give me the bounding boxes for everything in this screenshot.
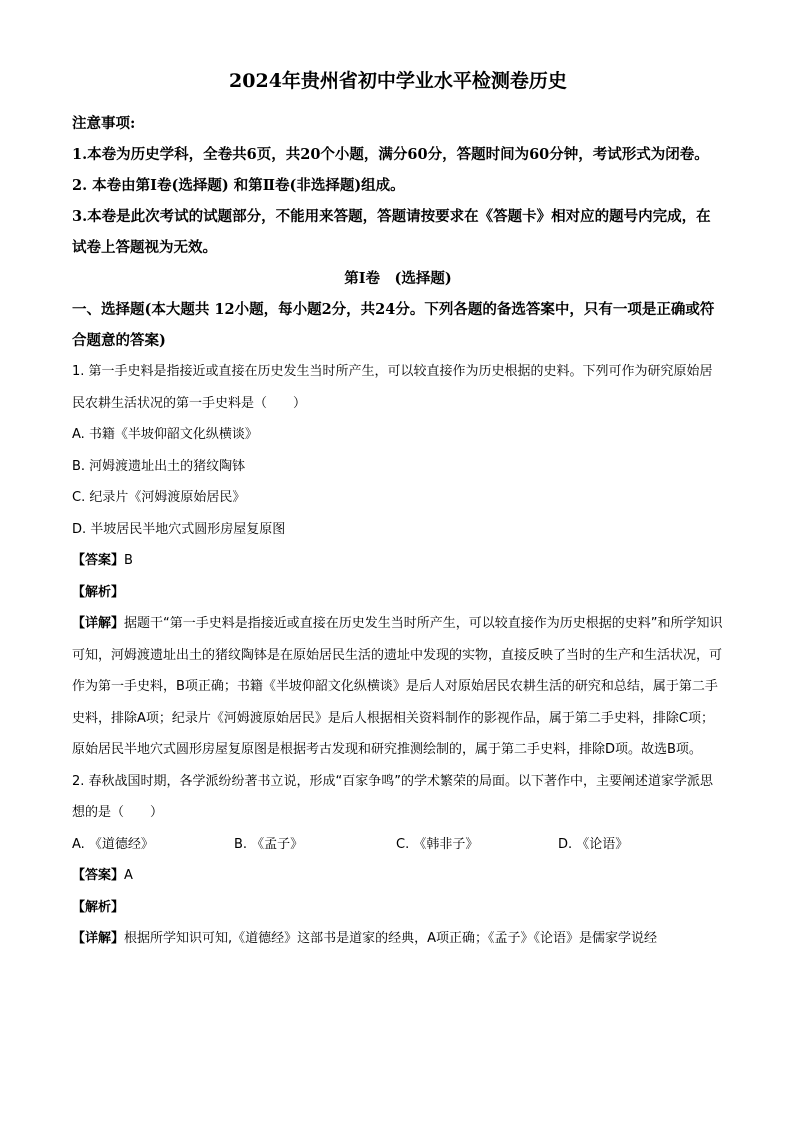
notice-item-1: 1.本卷为历史学科，全卷共6页，共20个小题，满分60分，答题时间为60分钟，考试形式为闭卷。 (72, 146, 709, 163)
answer-value: A (124, 868, 133, 883)
question-1-option-c: C. 纪录片《河姆渡原始居民》 (72, 490, 246, 505)
question-1-stem: 1. 第一手史料是指接近或直接在历史发生当时所产生，可以较直接作为历史根据的史料。下列可作为研究原始居民农耕生活状况的第一手史料是（ ） (72, 364, 713, 411)
analysis-label: 【解析】 (72, 899, 125, 915)
question-1-option-a: A. 书籍《半坡仰韶文化纵横谈》 (72, 427, 258, 442)
notice-item-2: 2. 本卷由第Ⅰ卷(选择题) 和第Ⅱ卷(非选择题)组成。 (72, 177, 405, 194)
question-2-option-a: A. 《道德经》 (72, 836, 154, 852)
section-title: 第Ⅰ卷 (选择题) (344, 270, 452, 287)
part-one-instructions: 一、选择题(本大题共 12小题，每小题2分，共24分。下列各题的备选答案中，只有一项是正确或符合题意的答案) (72, 301, 715, 349)
detail-label: 【详解】 (72, 616, 125, 631)
question-2-stem: 2. 春秋战国时期，各学派纷纷著书立说，形成“百家争鸣”的学术繁荣的局面。以下著作中，主要阐述道家学派思想的是（ ） (72, 773, 714, 820)
detail-label: 【详解】 (72, 931, 125, 946)
question-2-analysis (72, 892, 724, 924)
question-1-answer (72, 545, 724, 577)
question-1-analysis (72, 577, 724, 609)
question-2-options (72, 829, 724, 861)
notice-item-3: 3.本卷是此次考试的试题部分，不能用来答题，答题请按要求在《答题卡》相对应的题号内完成，在试卷上答题视为无效。 (72, 208, 711, 256)
question-2-option-d: D. 《论语》 (558, 836, 629, 852)
notice-heading: 注意事项: (72, 115, 136, 132)
question-2-option-b: B. 《孟子》 (234, 836, 304, 852)
question-2-answer (72, 860, 724, 892)
question-1-option-b: B. 河姆渡遗址出土的猪纹陶钵 (72, 458, 246, 474)
answer-label: 【答案】 (72, 868, 125, 883)
question-2-detail (72, 923, 724, 955)
question-1-option-d: D. 半坡居民半地穴式圆形房屋复原图 (72, 521, 286, 537)
analysis-label: 【解析】 (72, 584, 125, 600)
question-1-detail (72, 608, 724, 766)
answer-label: 【答案】 (72, 553, 125, 568)
question-2-option-c: C. 《韩非子》 (396, 836, 479, 852)
page-title: 2024年贵州省初中学业水平检测卷历史 (229, 70, 567, 92)
detail-text: 根据所学知识可知,《道德经》这部书是道家的经典，A项正确；《孟子》《论语》是儒家学说经 (124, 931, 658, 946)
detail-text: 据题干“第一手史料是指接近或直接在历史发生当时所产生，可以较直接作为历史根据的史料”和所学知识可知，河姆渡遗址出土的猪纹陶钵是在原始居民生活的遗址中发现的实物，直接反映了当时的生产和生活状况，可作为第一手史料，B项正确；书籍《半坡仰韶文化纵横谈》是后人对原始居民农耕生活的研究和总结，属于第二手史料，排除A项；纪录片《河姆渡原始居民》是后人根据相关资料制作的影视作品，属于第二手史料，排除C项；原始居民半地穴式圆形房屋复原图是根据考古发现和研究推测绘制的，属于第二手史料，排除D项。故选B项。 (72, 616, 723, 757)
answer-value: B (124, 553, 133, 568)
exam-page (72, 66, 724, 955)
